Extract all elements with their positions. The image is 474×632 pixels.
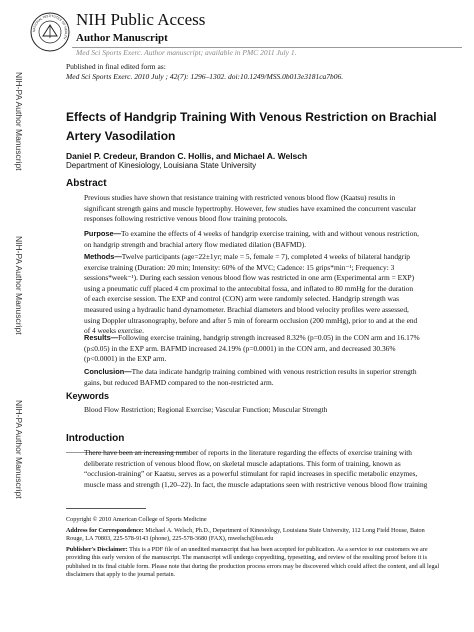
publication-line-2: Med Sci Sports Exerc. 2010 July ; 42(7): 1296–1302. doi:10.1249/MSS.0b013e3181ca7b06. <box>66 72 344 81</box>
side-label-2: NIH-PA Author Manuscript <box>14 236 24 335</box>
abstract-results <box>84 333 420 365</box>
publication-line-1: Published in final edited form as: <box>66 62 166 71</box>
nih-seal-icon <box>30 12 70 52</box>
purpose-text: To examine the effects of 4 weeks of handgrip exercise training, with and without venous restriction, on handgrip strength and brachial artery flow mediated dilation (BAFMD). <box>84 229 419 249</box>
article-authors: Daniel P. Credeur, Brandon C. Hollis, and Michael A. Welsch <box>66 151 308 161</box>
results-text: Following exercise training, handgrip strength increased 8.32% (p=0.05) in the CON arm and 16.17% (p≤0.05) in the EXP arm. BAFMD increased 24.19% (p=0.0001) in the CON arm, and decreased 30.36% (p<0.0001) in the EXP arm. <box>84 333 420 364</box>
abstract-methods <box>84 252 420 337</box>
conclusion-label: Conclusion— <box>84 367 132 376</box>
correspondence-label: Address for Correspondence: <box>66 527 144 534</box>
disclaimer-note <box>66 546 442 580</box>
article-department: Department of Kinesiology, Louisiana State University <box>66 161 257 170</box>
abstract-purpose <box>84 229 420 250</box>
conclusion-text: The data indicate handgrip training combined with venous restriction results in superior strength gains, but reduced BAFMD compared to the non-restricted arm. <box>84 367 417 387</box>
correspondence-text: Michael A. Welsch, Ph.D., Department of Kinesiology, Louisiana State University, 112 Long Field House, Baton Rouge, LA 70803, 225-578-9143 (phone), 225-578-3680 (FAX), mwelsch@lsu.edu <box>66 527 425 543</box>
introduction-text: There have been an increasing number of reports in the literature regarding the effects of exercise training with deliberate restriction of venous blood flow, on skeletal muscle adaptations. This form of training, known as “occlusion-training” or Kaatsu, serves as a powerful stimulant for rapid increases in specific metabolic enzymes, muscle mass and strength (1,20–22). In fact, the muscle adaptations seen with restrictive venous blood flow training <box>84 448 428 489</box>
disclaimer-text: This is a PDF file of an unedited manuscript that has been accepted for publication. As a service to our customers we are providing this early version of the manuscript. The manuscript will undergo copyediting, typesetting, and review of the resulting proof before it is published in its final citable form. Please note that during the production process errors may be discovered which could affect the content, and all legal disclaimers that apply to the journal pertain. <box>66 546 440 579</box>
abstract-conclusion <box>84 367 420 388</box>
abstract-intro: Previous studies have shown that resistance training with restricted venous blood flow (Kaatsu) results in significant strength gains and muscle hypertrophy. However, few studies have examined the concurrent vascular responses following restrictive venous blood flow training protocols. <box>84 193 416 224</box>
introduction-heading: Introduction <box>66 433 125 444</box>
publication-info <box>66 62 343 82</box>
abstract-heading: Abstract <box>66 178 107 189</box>
disclaimer-label: Publisher's Disclaimer: <box>66 546 128 553</box>
keywords-text: Blood Flow Restriction; Regional Exercise; Vascular Function; Muscular Strength <box>84 405 328 414</box>
header-subtitle: Author Manuscript <box>76 32 168 44</box>
seal-text: NATIONAL INSTITUTES OF HEALTH <box>31 13 69 40</box>
header-note: Med Sci Sports Exerc. Author manuscript; available in PMC 2011 July 1. <box>76 48 297 57</box>
footnote-rule <box>66 508 146 509</box>
header-title: NIH Public Access <box>76 10 206 29</box>
article-title: Effects of Handgrip Training With Venous Restriction on Brachial Artery Vasodilation <box>66 110 437 143</box>
side-label-1: NIH-PA Author Manuscript <box>14 72 24 171</box>
methods-label: Methods— <box>84 252 122 261</box>
correspondence-note <box>66 527 442 544</box>
purpose-label: Purpose— <box>84 229 121 238</box>
results-label: Results— <box>84 333 119 342</box>
side-label-3: NIH-PA Author Manuscript <box>14 400 24 499</box>
copyright-text: Copyright © 2010 American College of Sports Medicine <box>66 516 207 523</box>
keywords-heading: Keywords <box>66 391 110 401</box>
methods-text: Twelve participants (age=22±1yr; male = 5, female = 7), completed 4 weeks of bilateral handgrip exercise training (Duration: 20 min; Intensity: 60% of the MVC; Cadence: 15 grips*min⁻¹; Frequency: 3 sessions*week⁻¹). During each session venous blood flow was restricted in one arm (Experimental arm = EXP) using a pneumatic cuff placed 4 cm proximal to the antecubital fossa, and inflated to 80 mmHg for the duration of each exercise session. The EXP and control (CON) arm were randomly selected. Handgrip strength was measured using a hydraulic hand dynamometer. Brachial diameters and blood velocity profiles were assessed, using Doppler ultrasonography, before and after 5 min of forearm occlusion (200 mmHg), prior to and at the end of 4 weeks exercise. <box>84 252 418 336</box>
